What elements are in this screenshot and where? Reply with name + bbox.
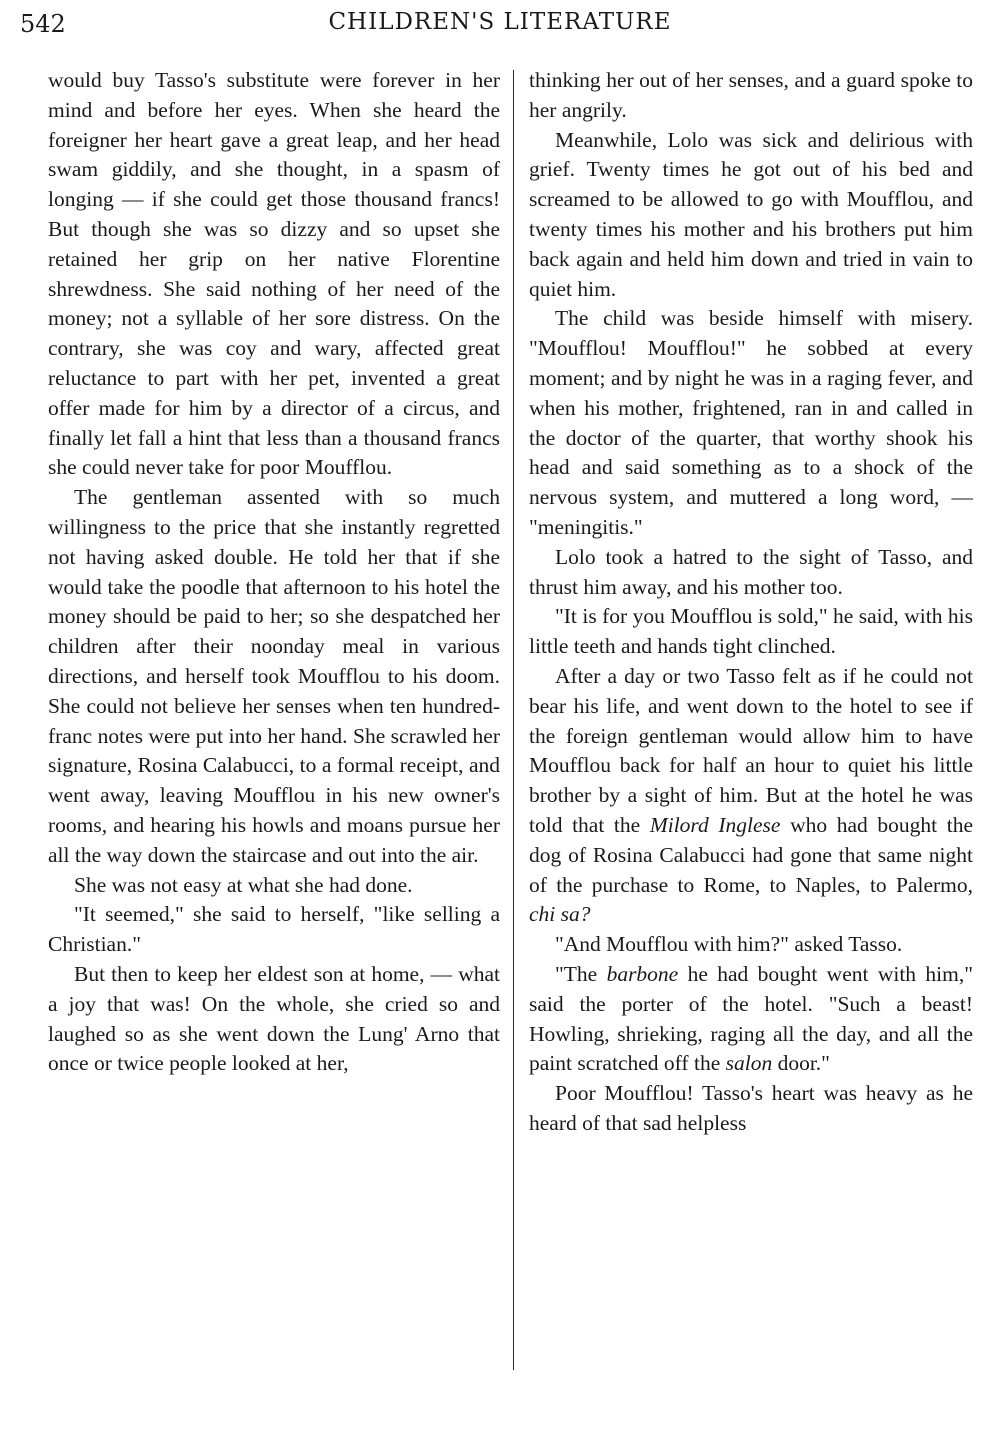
paragraph: She was not easy at what she had done. xyxy=(74,872,413,897)
paragraph: "It is for you Moufflou is sold," he said, with his little teeth and hands tight clinched. xyxy=(529,604,973,659)
page-number: 542 xyxy=(20,10,66,38)
paragraph: The gentleman assented with so much willingness to the price that she instantly regretted not having asked double. He told her that if she would take the poodle that afternoon to his hotel the money should be paid to her; so she despatched her children after their noonday meal in various directions, and herself took Moufflou to his doom. She could not believe her senses when ten hundred-franc notes were put into her hand. She scrawled her signature, Rosina Calabucci, to a formal receipt, and went away, leaving Moufflou in his new owner's rooms, and hearing his howls and moans pursue her all the way down the staircase and out into the air. xyxy=(48,485,500,867)
paragraph: But then to keep her eldest son at home, — what a joy that was! On the whole, she cried so and laughed so as she went down the Lung' Arno that once or twice people looked at her, xyxy=(48,961,500,1076)
running-title: CHILDREN'S LITERATURE xyxy=(328,9,672,35)
paragraph: thinking her out of her senses, and a guard spoke to her angrily. xyxy=(529,68,973,122)
column-divider xyxy=(513,70,514,1370)
text-run: door." xyxy=(772,1051,830,1076)
paragraph: would buy Tasso's substitute were forever in her mind and before her eyes. When she heard the foreigner her heart gave a great leap, and her head swam giddily, and she thought, in a spasm of longing — if she could get those thousand francs! But though she was so dizzy and so upset she retained her grip on her native Florentine shrewdness. She said nothing of her need of the money; not a syllable of her sore distress. On the contrary, she was coy and wary, affected great reluctance to part with her pet, invented a great offer made for him by a director of a circus, and finally let fall a hint that less than a thousand francs she could never take for poor Moufflou. xyxy=(48,68,500,480)
text-run: he had bought went with him," said the porter of the hotel. "Such a beast! Howling, shrieking, raging all the day, and all the paint scratched off the xyxy=(529,961,973,1076)
text-run: After a day or two Tasso felt as if he could not bear his life, and went down to the hotel to see if the foreign gentleman would allow him to have Moufflou back for half an hour to quiet his little brother by a sight of him. But at the hotel he was told that the xyxy=(529,663,973,837)
right-column xyxy=(529,66,973,1139)
italic-text: salon xyxy=(725,1051,773,1076)
left-column xyxy=(48,66,500,1079)
italic-text: chi sa? xyxy=(529,902,591,927)
paragraph: The child was beside himself with misery. "Moufflou! Moufflou!" he sobbed at every moment; and by night he was in a raging fever, and when his mother, frightened, ran in and called in the doctor of the quarter, that worthy shook his head and said something as to a shock of the nervous system, and muttered a long word, — "meningitis." xyxy=(529,306,973,539)
paragraph xyxy=(529,960,973,1079)
paragraph: Poor Moufflou! Tasso's heart was heavy as he heard of that sad helpless xyxy=(529,1081,973,1135)
paragraph: "It seemed," she said to herself, "like selling a Christian." xyxy=(48,902,500,957)
paragraph: Lolo took a hatred to the sight of Tasso, and thrust him away, and his mother too. xyxy=(529,544,973,599)
paragraph xyxy=(529,662,973,930)
text-run: who had bought the dog of Rosina Calabucci had gone that same night of the purchase to Rome, to Naples, to Palermo, xyxy=(529,812,974,897)
paragraph: Meanwhile, Lolo was sick and delirious with grief. Twenty times he got out of his bed and screamed to be allowed to go with Moufflou, and twenty times his mother and his brothers put him back again and held him down and tried in vain to quiet him. xyxy=(529,127,973,301)
italic-text: Milord Inglese xyxy=(649,812,781,837)
text-run: "The xyxy=(555,961,607,986)
italic-text: barbone xyxy=(606,961,679,986)
paragraph: "And Moufflou with him?" asked Tasso. xyxy=(555,932,903,957)
